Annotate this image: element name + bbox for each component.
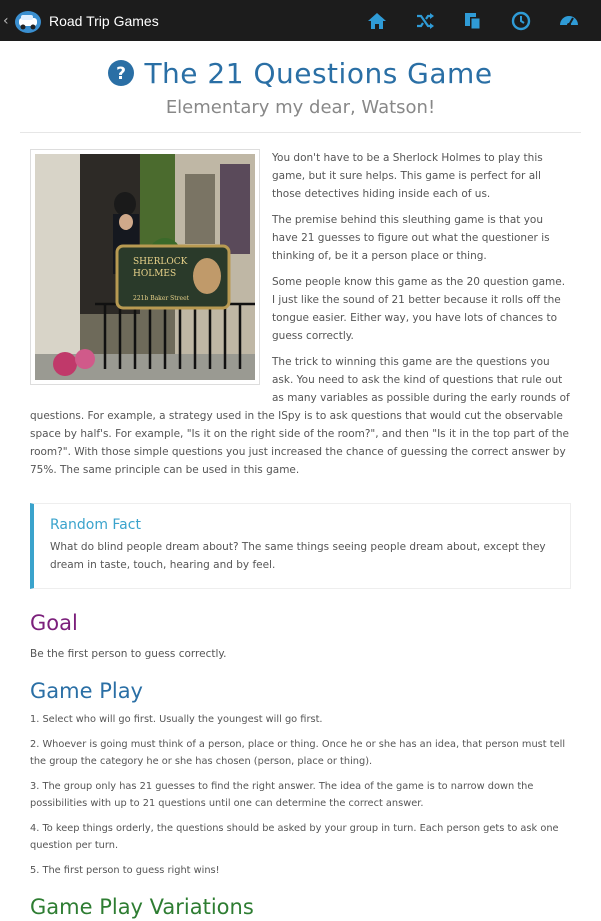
app-logo-icon[interactable] xyxy=(13,6,43,36)
intro-paragraph-3: Some people know this game as the 20 question game. I just like the sound of 21 better because it rolls off the tongue easier. Either way, you have lots of chances to guess correctly. xyxy=(272,276,566,342)
intro-paragraph-2: The premise behind this sleuthing game is that you have 21 guesses to figure out what the questioner is thinking of, be it a person place or thing. xyxy=(272,214,550,262)
sign-line-2: HOLMES xyxy=(133,269,177,279)
title-row xyxy=(0,55,601,91)
list-item: 4. To keep things orderly, the questions should be asked by your group in turn. Each person gets to ask one question per turn. xyxy=(30,823,559,851)
sign-line-3: 221b Baker Street xyxy=(133,295,190,302)
shuffle-button[interactable] xyxy=(401,0,449,41)
list-item: 5. The first person to guess right wins! xyxy=(30,865,220,876)
dashboard-button[interactable] xyxy=(545,0,593,41)
action-bar xyxy=(0,0,601,41)
question-circle-icon xyxy=(108,60,134,86)
dashboard-icon xyxy=(559,11,579,31)
list-item: 2. Whoever is going must think of a person, place or thing. Once he or she has an idea, that person must tell the group the category he or she has chosen (person, place or thing). xyxy=(30,739,566,767)
home-icon xyxy=(367,11,387,31)
up-caret-icon[interactable]: ‹ xyxy=(3,12,9,29)
shuffle-icon xyxy=(415,11,435,31)
game-play-heading: Game Play xyxy=(30,679,143,703)
intro-paragraph-1: You don't have to be a Sherlock Holmes to play this game, but it sure helps. This game is perfect for all those detectives hiding inside each of us. xyxy=(272,152,543,200)
photo-frame xyxy=(30,149,260,385)
random-fact-box xyxy=(30,503,571,589)
sign-line-1: SHERLOCK xyxy=(133,257,188,267)
sherlock-holmes-photo xyxy=(35,154,255,380)
random-fact-title: Random Fact xyxy=(50,517,141,533)
copy-button[interactable] xyxy=(449,0,497,41)
goal-heading: Goal xyxy=(30,611,78,635)
page-title: The 21 Questions Game xyxy=(144,56,493,90)
page-subtitle: Elementary my dear, Watson! xyxy=(165,97,436,118)
random-fact-text: What do blind people dream about? The same things seeing people dream about, except they dream in taste, touch, hearing and by feel. xyxy=(50,541,546,571)
home-button[interactable] xyxy=(353,0,401,41)
copy-icon xyxy=(463,11,483,31)
goal-text: Be the first person to guess correctly. xyxy=(30,648,227,660)
action-icons xyxy=(353,0,593,41)
article-body xyxy=(0,133,601,921)
variations-heading: Game Play Variations xyxy=(30,895,254,919)
article xyxy=(0,41,601,919)
list-item: 1. Select who will go first. Usually the youngest will go first. xyxy=(30,714,323,725)
timer-button[interactable] xyxy=(497,0,545,41)
svg-text:?: ? xyxy=(116,64,127,84)
timer-icon xyxy=(511,11,531,31)
intro-paragraph-4: The trick to winning this game are the questions you ask. You need to ask the kind of questions that rule out as many variables as possible during the early rounds of questions. For example, a strategy used in the ISpy is to ask questions that would cut the observable space by half's. For example, "Is it on the right side of the room?", and then "Is it in the top part of the room?". With those simple questions you just increased the chance of guessing the correct answer by 75%. The same principle can be used in this game. xyxy=(30,356,570,476)
game-play-steps xyxy=(30,711,571,879)
list-item: 3. The group only has 21 guesses to find the right answer. The idea of the game is to narrow down the possibilities with up to 21 questions until one can determine the correct answer. xyxy=(30,781,534,809)
app-title: Road Trip Games xyxy=(49,12,159,29)
